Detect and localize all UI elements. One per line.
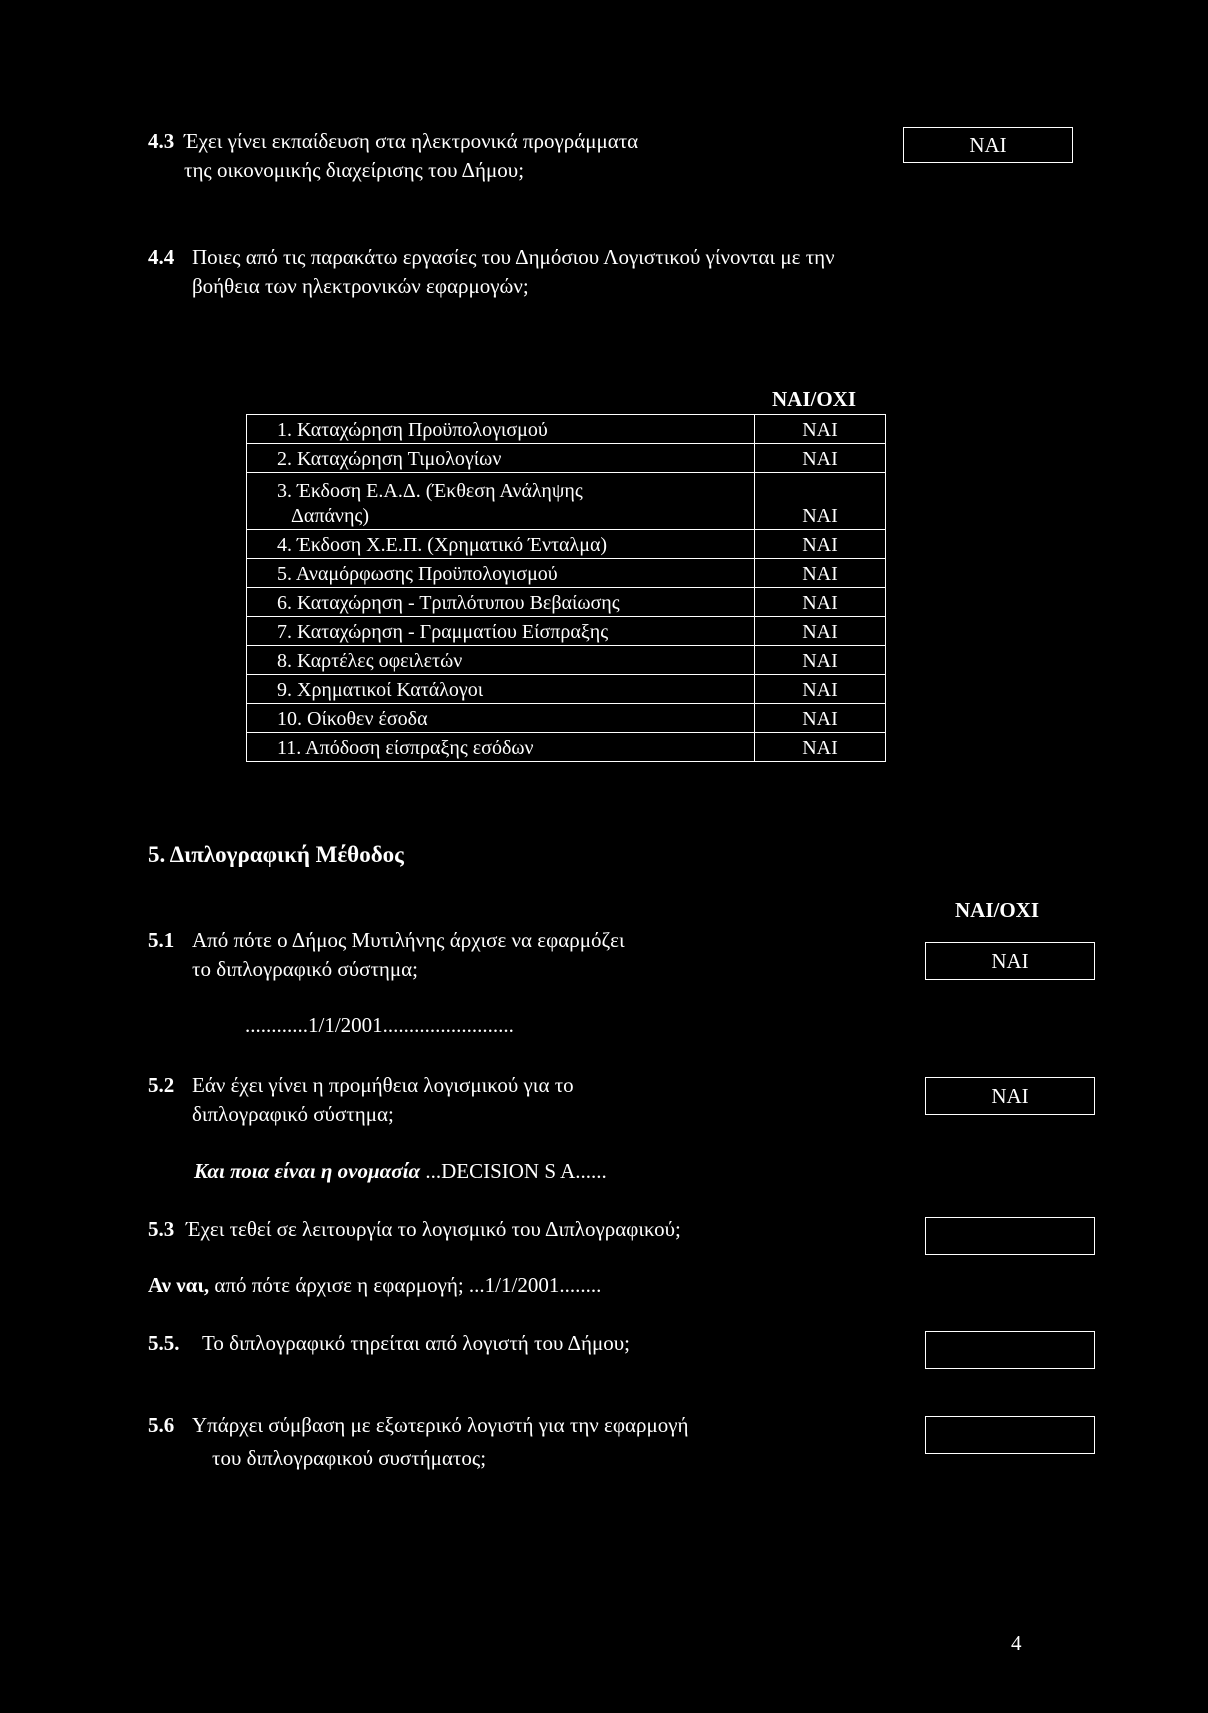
task-value[interactable]: ΝΑΙ bbox=[755, 530, 886, 559]
table-row bbox=[247, 559, 886, 588]
q43-number: 4.3 bbox=[148, 129, 175, 153]
table-row bbox=[247, 473, 886, 530]
q52-software-name-row bbox=[194, 1158, 607, 1184]
q44-question-line1: Ποιες από τις παρακάτω εργασίες του Δημόσιου Λογιστικού γίνονται με την bbox=[192, 245, 835, 269]
task-label: 4. Έκδοση Χ.Ε.Π. (Χρηματικό Ένταλμα) bbox=[247, 530, 755, 559]
task-value[interactable]: ΝΑΙ bbox=[755, 444, 886, 473]
q52-software-name-value: ...DECISION S A...... bbox=[425, 1159, 607, 1183]
start-date-label-bold: Αν ναι, bbox=[148, 1273, 210, 1297]
task-value[interactable]: ΝΑΙ bbox=[755, 588, 886, 617]
task-label: 2. Καταχώρηση Τιμολογίων bbox=[247, 444, 755, 473]
q56-question-line2: του διπλογραφικού συστήματος; bbox=[212, 1446, 487, 1470]
q55-question: Το διπλογραφικό τηρείται από λογιστή του Δήμου; bbox=[202, 1331, 630, 1355]
task-value[interactable]: ΝΑΙ bbox=[755, 646, 886, 675]
q56-question-line1: Υπάρχει σύμβαση με εξωτερικό λογιστή για την εφαρμογή bbox=[192, 1413, 689, 1437]
start-date-label-rest: από πότε άρχισε η εφαρμογή; ...1/1/2001........ bbox=[209, 1273, 602, 1297]
task-label: 11. Απόδοση είσπραξης εσόδων bbox=[247, 733, 755, 762]
table-row bbox=[247, 646, 886, 675]
q55-number: 5.5. bbox=[148, 1331, 180, 1355]
task-value[interactable]: ΝΑΙ bbox=[755, 733, 886, 762]
q44-question-line2: βοήθεια των ηλεκτρονικών εφαρμογών; bbox=[192, 274, 529, 298]
q52-number: 5.2 bbox=[148, 1073, 175, 1097]
task-label: 6. Καταχώρηση - Τριπλότυπου Βεβαίωσης bbox=[247, 588, 755, 617]
q52-answer-box[interactable]: ΝΑΙ bbox=[925, 1077, 1095, 1115]
q51-question-line2: το διπλογραφικό σύστημα; bbox=[192, 957, 418, 981]
table-header-yes-no: ΝΑΙ/ΟΧΙ bbox=[772, 387, 857, 411]
table-row bbox=[247, 733, 886, 762]
q43-question-line1: Έχει γίνει εκπαίδευση στα ηλεκτρονικά προγράμματα bbox=[184, 129, 639, 153]
q55-answer-box[interactable] bbox=[925, 1331, 1095, 1369]
q53-answer-box[interactable] bbox=[925, 1217, 1095, 1255]
task-value[interactable]: ΝΑΙ bbox=[755, 675, 886, 704]
q51-question-line1: Από πότε ο Δήμος Μυτιλήνης άρχισε να εφαρμόζει bbox=[192, 928, 625, 952]
task-label: 7. Καταχώρηση - Γραμματίου Είσπραξης bbox=[247, 617, 755, 646]
task-value[interactable]: ΝΑΙ bbox=[755, 617, 886, 646]
table-row bbox=[247, 588, 886, 617]
section5-title: 5. Διπλογραφική Μέθοδος bbox=[148, 842, 404, 867]
q56-answer-box[interactable] bbox=[925, 1416, 1095, 1454]
q56-number: 5.6 bbox=[148, 1413, 175, 1437]
q52-software-name-label: Και ποια είναι η ονομασία bbox=[194, 1159, 421, 1183]
task-label-line2: Δαπάνης) bbox=[291, 505, 369, 527]
task-label: 9. Χρηματικοί Κατάλογοι bbox=[247, 675, 755, 704]
page-number: 4 bbox=[1011, 1631, 1022, 1655]
q51-answer-box[interactable]: ΝΑΙ bbox=[925, 942, 1095, 980]
q43-question-line2: της οικονομικής διαχείρισης του Δήμου; bbox=[184, 158, 525, 182]
task-value[interactable]: ΝΑΙ bbox=[755, 559, 886, 588]
task-label: 10. Οίκοθεν έσοδα bbox=[247, 704, 755, 733]
task-label-multiline bbox=[247, 473, 755, 530]
table-row bbox=[247, 530, 886, 559]
table-row bbox=[247, 675, 886, 704]
task-value[interactable]: ΝΑΙ bbox=[755, 415, 886, 444]
q52-question-line1: Εάν έχει γίνει η προμήθεια λογισμικού για το bbox=[192, 1073, 574, 1097]
q51-header-yes-no: ΝΑΙ/ΟΧΙ bbox=[955, 898, 1040, 922]
task-label: 1. Καταχώρηση Προϋπολογισμού bbox=[247, 415, 755, 444]
task-label: 8. Καρτέλες οφειλετών bbox=[247, 646, 755, 675]
q51-date-line: ............1/1/2001......................... bbox=[245, 1013, 514, 1037]
task-label-line1: 3. Έκδοση Ε.Α.Δ. (Έκθεση Ανάληψης bbox=[277, 480, 583, 502]
q43-answer-box[interactable]: ΝΑΙ bbox=[903, 127, 1073, 163]
table-row bbox=[247, 704, 886, 733]
q44-number: 4.4 bbox=[148, 245, 175, 269]
q52-question-line2: διπλογραφικό σύστημα; bbox=[192, 1102, 394, 1126]
task-label: 5. Αναμόρφωσης Προϋπολογισμού bbox=[247, 559, 755, 588]
q51-number: 5.1 bbox=[148, 928, 175, 952]
table-row bbox=[247, 415, 886, 444]
tasks-table bbox=[246, 414, 886, 762]
table-row bbox=[247, 617, 886, 646]
task-value[interactable]: ΝΑΙ bbox=[755, 473, 886, 530]
task-value[interactable]: ΝΑΙ bbox=[755, 704, 886, 733]
q53-number: 5.3 bbox=[148, 1217, 175, 1241]
table-row bbox=[247, 444, 886, 473]
q53-question: Έχει τεθεί σε λειτουργία το λογισμικό του Διπλογραφικού; bbox=[186, 1217, 681, 1241]
start-date-row bbox=[148, 1272, 601, 1298]
